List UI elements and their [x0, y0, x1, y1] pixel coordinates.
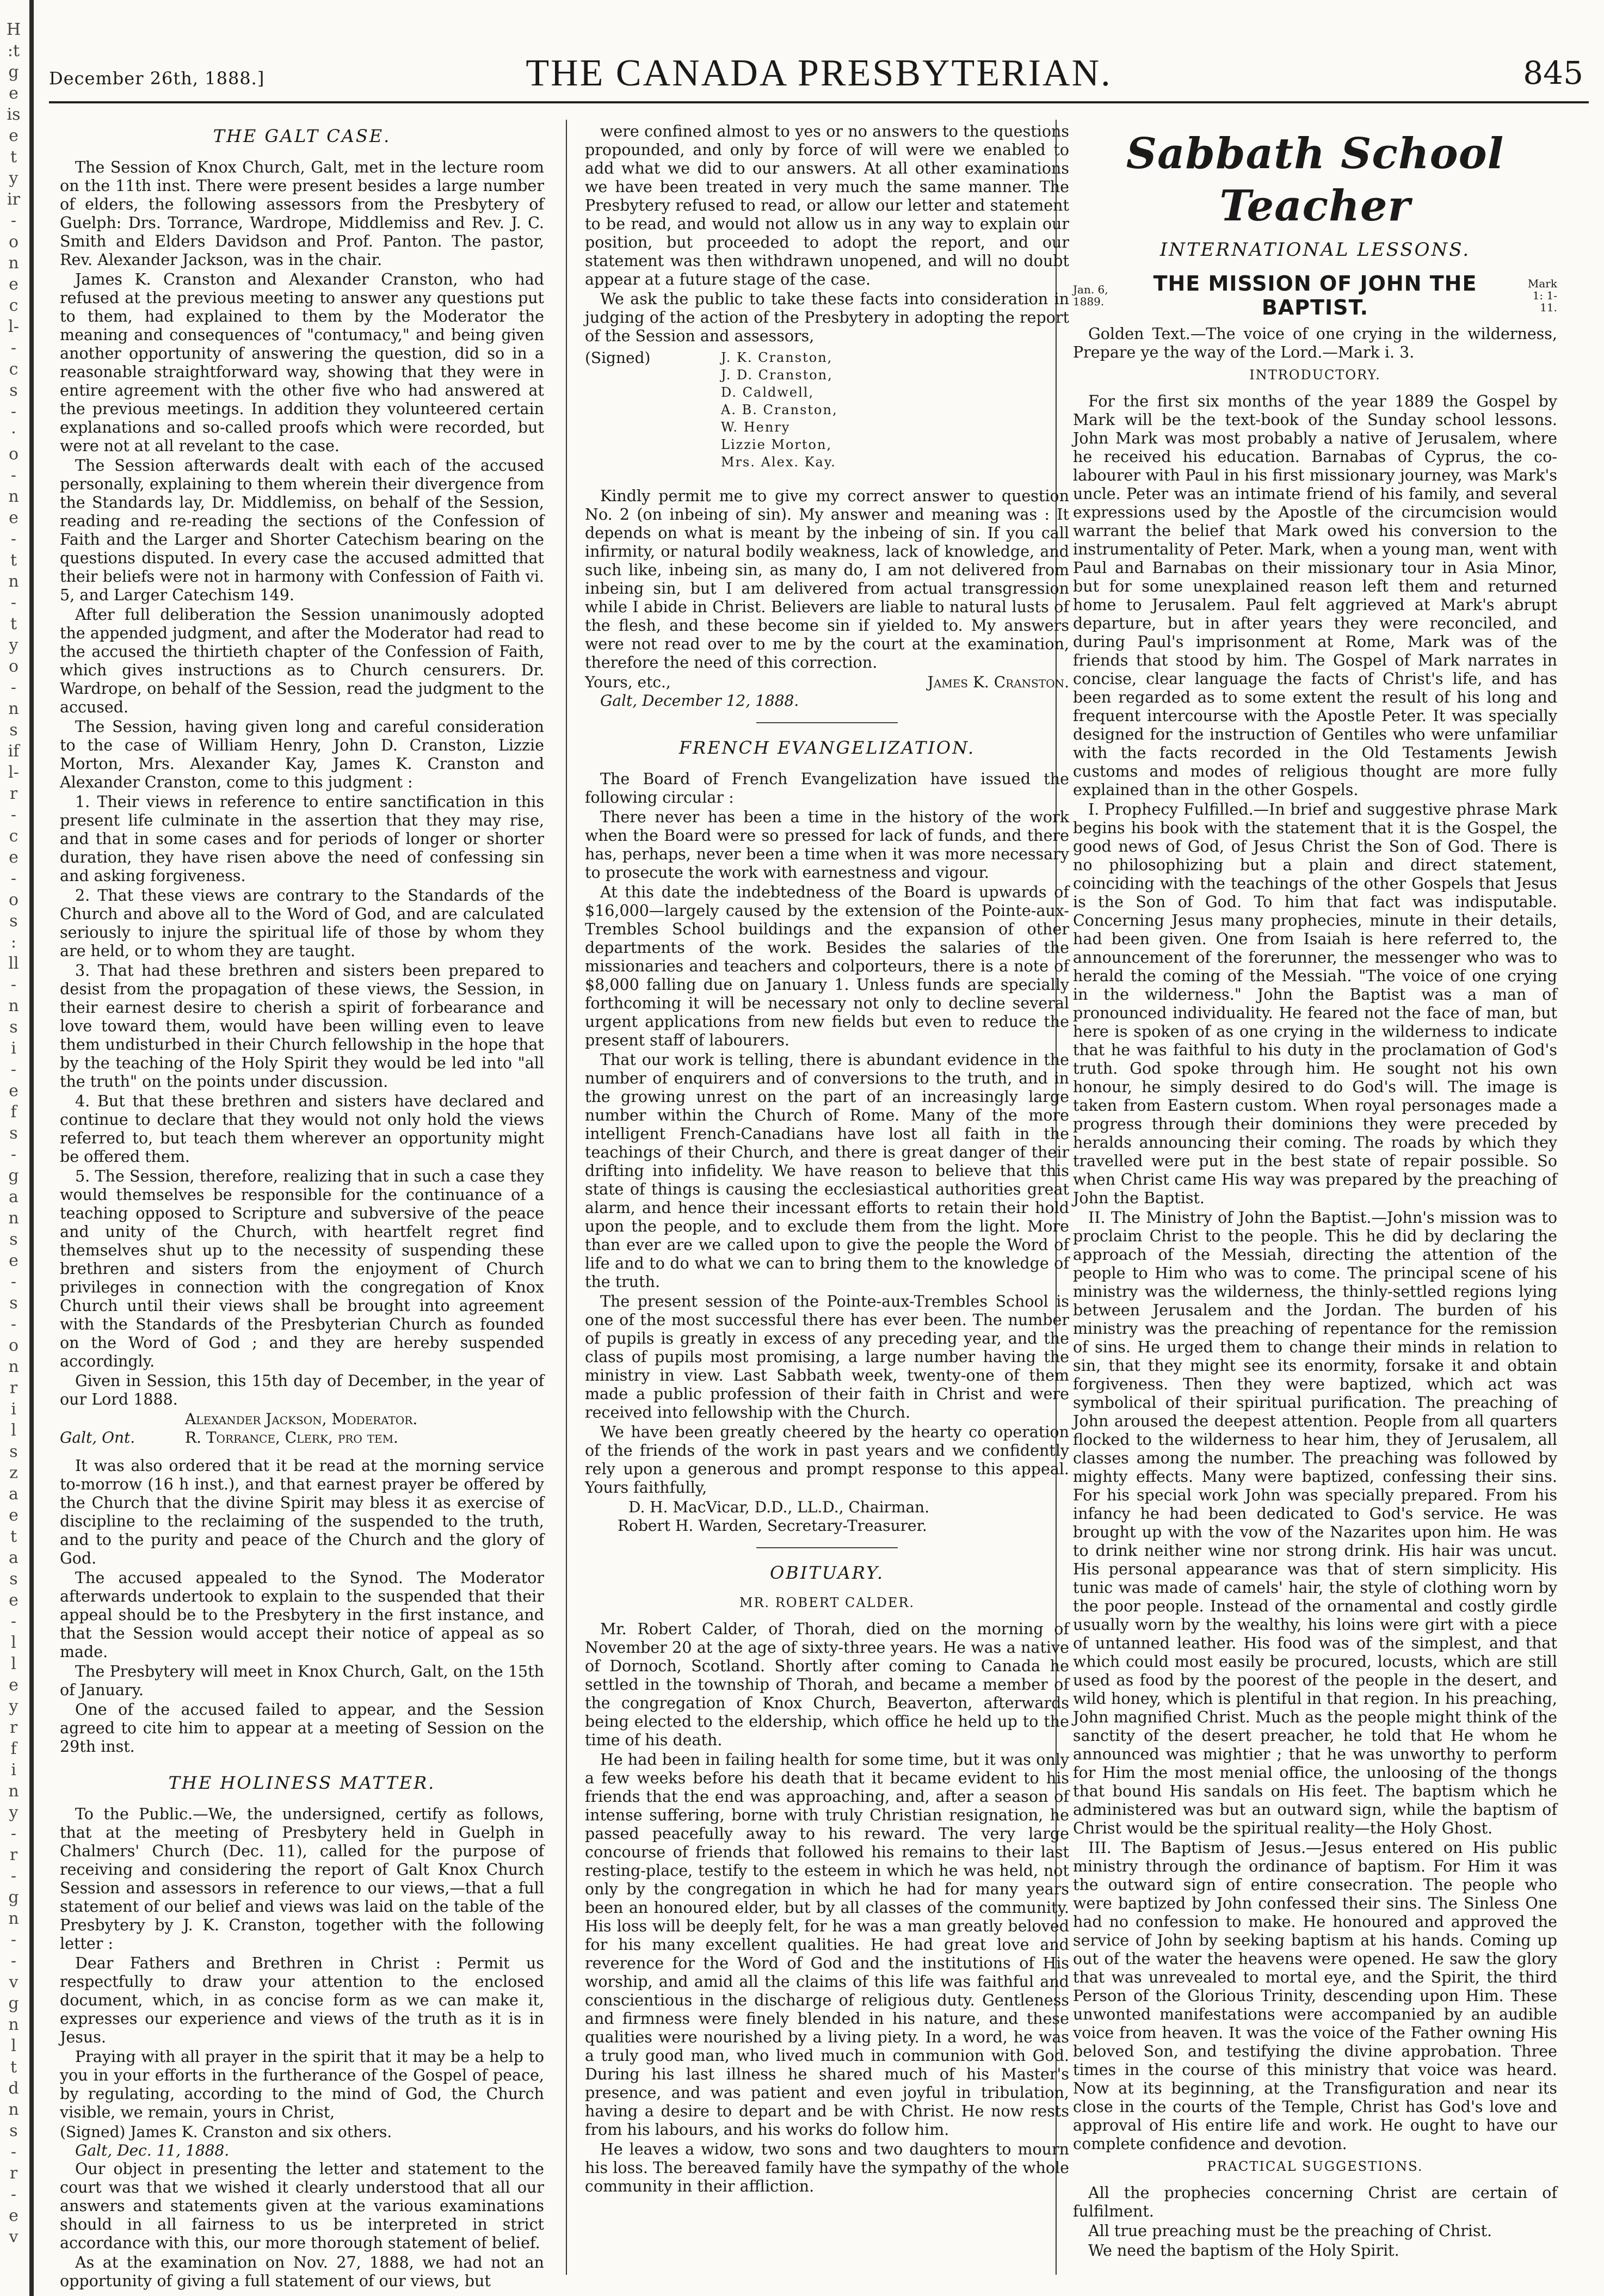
bleed-through-character: - [10, 1867, 17, 1886]
bleed-through-character: e [9, 2206, 18, 2225]
bleed-through-character: r [9, 1718, 18, 1737]
article-heading-galt-case: THE GALT CASE. [213, 126, 391, 146]
bleed-through-character: t [10, 2058, 17, 2077]
bleed-through-character: l [11, 1633, 16, 1652]
signer-name: A. B. Cranston, [721, 402, 838, 417]
signer-name: W. Henry [721, 420, 791, 435]
paragraph: For the first six months of the year 1889 the Gospel by Mark will be the text-book of the Sunday school lessons. John Mark was most probably a native of Jerusalem, where he received his education. Barnabas of Cyprus, the co-labourer with Paul in his first missionary journey, was Mark's uncle. Peter was an intimate friend of his family, and several expressions used by the Apostle of the circumcision would warrant the belief that Mark owed his conversion to the instrumentality of Peter. Mark, when a young man, went with Paul and Barnabas on their missionary tour in Asia Minor, but for some unexplained reason left them and returned home to Jerusalem. Paul felt aggrieved at Mark's abrupt departure, but in after years they were reconciled, and during Paul's imprisonment at Rome, Mark was of the friends that stood by him. The Gospel of Mark narrates in concise, clear language the facts of Christ's life, and has been regarded as to some extent the result of his long and frequent intercourse with the Apostle Peter. It was specially designed for the instruction of Gentiles who were unfamiliar with the facts recorded in the Old Testaments Jewish customs and modes of religious thought are more fully explained than in the other Gospels. [1073, 392, 1557, 799]
paragraph: We have been greatly cheered by the hearty co operation of the friends of the work in past years and we confidently rely upon a generous and prompt response to this appeal. Yours faithfully, [585, 1423, 1069, 1497]
paragraph: Our object in presenting the letter and statement to the court was that we wished it clearly understood that all our answers and statements given at the various examinations should in all fairness to us be interpreted in strict accordance with this, our more thorough statement of belief. [60, 2160, 544, 2252]
paragraph: We need the baptism of the Holy Spirit. [1088, 2242, 1399, 2260]
bleed-through-character: e [9, 1251, 18, 1270]
article-body-holiness-matter [60, 1805, 544, 2122]
lesson-header [1073, 272, 1557, 319]
bleed-through-character: f [10, 1103, 17, 1122]
bleed-through-character: s [9, 381, 18, 400]
bleed-through-character: i [11, 1761, 16, 1780]
bleed-through-character: v [9, 2227, 18, 2246]
bleed-through-character: s [9, 1569, 18, 1589]
article-body-holiness-matter-cont [60, 2160, 544, 2291]
bleed-through-character: o [8, 232, 19, 251]
bleed-through-character: - [10, 1272, 17, 1291]
bleed-through-character: c [9, 360, 18, 379]
signer-name: Lizzie Morton, [721, 437, 832, 452]
bleed-through-character: g [8, 1888, 19, 1907]
cranston-signature: James K. Cranston. [927, 673, 1069, 691]
bleed-through-character: t [10, 614, 17, 633]
bleed-through-character: - [10, 805, 17, 824]
bleed-through-character: l [11, 1421, 16, 1440]
paragraph: Kindly permit me to give my correct answer to question No. 2 (on inbeing of sin). My answer and meaning was : It depends on what is meant by the inbeing of sin. If you call infirmity, or natural bodily weakness, lack of knowledge, and such like, inbeing sin, as many do, I am not delivered from inbeing sin, but I am delivered from actual transgression while I abide in Christ. Believers are liable to natural lusts of the flesh, and these become sin if yielded to. My answers were not read over to me by the court at the examination, therefore the need of this correction. [585, 487, 1069, 672]
paragraph: All true preaching must be the preaching of Christ. [1088, 2222, 1492, 2240]
bleed-through-character: n [8, 2100, 19, 2119]
masthead [49, 22, 1589, 103]
bleed-through-character: r [9, 1845, 18, 1864]
paragraph: 4. But that these brethren and sisters have declared and continue to declare that they would not only hold the views referred to, but teach them wherever an opportunity might be offered them. [60, 1092, 544, 1166]
bleed-through-character: y [9, 169, 18, 188]
bleed-through-character: - [10, 338, 17, 358]
bleed-through-character: - [10, 530, 17, 549]
paragraph: He had been in failing health for some time, but it was only a few weeks before his death that it became evident to his friends that the end was approaching, and, after a season of intense suffering, borne with truly Christian resignation, he passed peacefully away to his reward. The very large concourse of friends that followed his remains to their last resting-place, testify to the esteem in which he was held, not only by the congregation in which he had for many years been an honoured elder, but by all classes of the community. His loss will be deeply felt, for he was a man greatly beloved for his many excellent qualities. He had great love and reverence for the Word of God and the institutions of His worship, and amid all the claims of this life was faithful and conscientious in the discharge of religious duty. Gentleness and firmness were finely blended in his nature, and these qualities were nourished by a living piety. In a word, he was a truly good man, who lived much in communion with God. During his last illness he shared much of his Master's presence, and was patient and even joyful in tribulation, having a desire to depart and be with Christ. He now rests from his labours, and his works do follow him. [585, 1751, 1069, 2139]
section-heading-practical: PRACTICAL SUGGESTIONS. [1207, 2159, 1423, 2174]
lesson-reference: Mark 1: 1-11. [1527, 277, 1557, 314]
column-3 [1073, 122, 1557, 2272]
article-body-obituary [585, 1620, 1069, 2196]
cranston-signoff [585, 673, 1069, 692]
bleed-through-character: - [10, 1315, 17, 1334]
bleed-through-character: i [11, 1400, 16, 1419]
practical-suggestions [1073, 2184, 1557, 2260]
chairman-signature: D. H. MacVicar, D.D., LL.D., Chairman. [628, 1498, 930, 1516]
bleed-through-character: n [8, 1209, 19, 1228]
signature-place: Galt, Ont. [60, 1429, 135, 1446]
signed-label: (Signed) [585, 349, 651, 367]
bleed-through-character: ll [8, 954, 19, 973]
paragraph: That our work is telling, there is abundant evidence in the number of enquirers and of conversions to the truth, and in the growing unrest on the part of an increasingly large number within the Church of Rome. Many of the more intelligent French-Canadians have lost all faith in the teachings of their Church, and there is great danger of their drifting into infidelity. We have reason to believe that this state of things is causing the ecclesiastical authorities great alarm, and hence their incessant efforts to retain their hold upon the people, and to exclude them from the light. More than ever are we called upon to give the people the Word of life and to do what we can to bring them to the knowledge of the truth. [585, 1051, 1069, 1291]
paragraph: It was also ordered that it be read at the morning service to-morrow (16 h inst.), and that earnest prayer be offered by the Church that the divine Spirit may bless it as exercise of discipline to the reclaiming of the suspended to the truth, and to the purity and peace of the Church and the glory of God. [60, 1457, 544, 1567]
article-heading-french-evangelization: FRENCH EVANGELIZATION. [678, 737, 976, 758]
paragraph: The accused appealed to the Synod. The Moderator afterwards undertook to explain to the suspended that their appeal should be to the Presbytery in the first instance, and that the Session would accept their notice of appeal as so made. [60, 1569, 544, 1661]
signer-name: J. D. Cranston, [721, 367, 833, 383]
paragraph: III. The Baptism of Jesus.—Jesus entered on His public ministry through the ordinance of baptism. For Him it was the outward sign of entire consecration. The people who were baptized by John confessed their sins. The Sinless One had no confession to make. He honoured and approved the service of John by seeking baptism at his hands. Coming up out of the water the heavens were opened. He saw the glory that was unrevealed to mortal eye, and the Spirit, the third Person of the Glorious Trinity, descending upon Him. These unwonted manifestations were accompanied by an audible voice from heaven. It was the voice of the Father owning His beloved Son, and testifying the divine approbation. Three times in the course of this ministry that voice was heard. Now at its beginning, at the Transfiguration and near its close in the courts of the Temple, Christ has God's love and approval of His entire life and work. He ought to have our complete confidence and devotion. [1073, 1839, 1557, 2153]
bleed-through-character: - [10, 2143, 17, 2162]
paragraph: There never has been a time in the history of the work when the Board were so pressed for lack of funds, and there has, perhaps, never been a time when it was more necessary to prosecute the work with earnestness and vigour. [585, 808, 1069, 882]
bleed-through-character: s [9, 1442, 18, 1461]
bleed-through-character: e [9, 1081, 18, 1100]
letter-cranston [585, 487, 1069, 672]
bleed-through-character: n [8, 996, 19, 1015]
article-heading-holiness-matter: THE HOLINESS MATTER. [168, 1772, 436, 1793]
bleed-through-character: is [7, 105, 21, 124]
bleed-through-character: - [10, 1824, 17, 1843]
divider [756, 1547, 898, 1548]
bleed-through-character: - [10, 678, 17, 697]
bleed-through-character: g [8, 1166, 19, 1185]
bleed-through-character: s [9, 721, 18, 740]
issue-date: December 26th, 1888.] [49, 68, 265, 89]
paragraph: The Session of Knox Church, Galt, met in the lecture room on the 11th inst. There were present besides a large number of elders, the following assessors from the Presbytery of Guelph: Drs. Torrance, Wardrope, Middlemiss and Rev. J. C. Smith and Elders Davidson and Prof. Panton. The pastor, Rev. Alexander Jackson, was in the chair. [60, 158, 544, 269]
paragraph: The Session, having given long and careful consideration to the case of William Henry, John D. Cranston, Lizzie Morton, Mrs. Alexander Kay, James K. Cranston and Alexander Cranston, come to this judgment : [60, 718, 544, 791]
bleed-through-character: e [9, 508, 18, 527]
bleed-through-character: s [9, 912, 18, 931]
bleed-through-character: n [8, 572, 19, 591]
lesson-title: THE MISSION OF JOHN THE BAPTIST. [1153, 272, 1477, 319]
bleed-through-character: d [8, 2079, 19, 2098]
holiness-signature-place: Galt, Dec. 11, 1888. [75, 2141, 230, 2159]
section-heading-introductory: INTRODUCTORY. [1249, 367, 1381, 383]
column-1 [60, 122, 544, 2290]
bleed-through-character: - [10, 593, 17, 612]
clerk-signature: R. Torrance, Clerk, pro tem. [185, 1429, 398, 1446]
cranston-place: Galt, December 12, 1888. [600, 692, 799, 710]
bleed-through-character: t [10, 1527, 17, 1546]
bleed-through-character: o [8, 1336, 19, 1355]
paragraph: As at the examination on Nov. 27, 1888, we had not an opportunity of giving a full statement of our views, but [60, 2254, 544, 2290]
bleed-through-character: l- [8, 763, 19, 782]
yours-line: Yours, etc., [585, 673, 671, 691]
article-body-holiness-continued [585, 122, 1069, 346]
bleed-through-character: y [9, 1803, 18, 1822]
bleed-through-character: n [8, 2015, 19, 2034]
bleed-through-character: e [9, 84, 18, 103]
paragraph: 1. Their views in reference to entire sanctification in this present life culminate in the assertion that they may rise, and that in some cases and for periods of longer or shorter duration, they have risen above the need of confessing sin and asking forgiveness. [60, 793, 544, 885]
article-body-galt-case [60, 158, 544, 1409]
paragraph: 5. The Session, therefore, realizing that in such a case they would themselves be responsible for the continuance of a teaching opposed to Scripture and subversive of the peace and unity of the Church, with heartfelt regret find themselves shut up to the necessity of suspending these brethren and sisters from the enjoyment of Church privileges in connection with the congregation of Knox Church until their views shall be brought into agreement with the Standards of the Presbyterian Church as founded on the Word of God ; and they are hereby suspended accordingly. [60, 1167, 544, 1370]
golden-text: Golden Text.—The voice of one crying in the wilderness, Prepare ye the way of the Lord.—Mark i. 3. [1073, 325, 1557, 361]
divider [756, 722, 898, 723]
bleed-through-character: - [10, 1952, 17, 1971]
newspaper-title: THE CANADA PRESBYTERIAN. [526, 52, 1112, 94]
paragraph: Praying with all prayer in the spirit that it may be a help to you in your efforts in the furtherance of the Gospel of peace, by regulating, according to the mind of God, the Church visible, we remain, yours in Christ, [60, 2048, 544, 2121]
bleed-through-character: z [9, 1463, 18, 1482]
bleed-through-character: n [8, 1357, 19, 1376]
bleed-through-character: s [9, 2121, 18, 2140]
bleed-through-character: H [6, 20, 21, 39]
bleed-through-character: a [9, 1548, 18, 1567]
paragraph: The Presbytery will meet in Knox Church, Galt, on the 15th of January. [60, 1663, 544, 1699]
bleed-through-character: e [9, 1506, 18, 1525]
column-2 [585, 122, 1069, 2272]
paragraph: One of the accused failed to appear, and the Session agreed to cite him to appear at a meeting of Session on the 29th inst. [60, 1701, 544, 1756]
paragraph: All the prophecies concerning Christ are certain of fulfilment. [1073, 2184, 1557, 2220]
bleed-through-character: l- [8, 317, 19, 336]
bleed-through-character: n [8, 699, 19, 718]
bleed-through-character: s [9, 1294, 18, 1313]
paragraph: The present session of the Pointe-aux-Trembles School is one of the most successful there has ever been. The number of pupils is greatly in excess of any preceding year, and the class of pupils most promising, a large number having the ministry in view. Last Sabbath week, twenty-one of them made a public profession of their faith in Christ and were received into fellowship with the Church. [585, 1292, 1069, 1421]
bleed-through-character: n [8, 1909, 19, 1928]
signers-block [585, 349, 1069, 471]
bleed-through-character: t [10, 147, 17, 167]
paragraph: I. Prophecy Fulfilled.—In brief and suggestive phrase Mark begins his book with the statement that it is the Gospel, the good news of God, of Jesus Christ the Son of God. There is no philosophizing but a plain and direct statement, coinciding with the teachings of the other Gospels that Jesus is the Son of God. To him that fact was indisputable. Concerning Jesus many prophecies, minute in their details, had been given. One from Isaiah is here referred to, the announcement of the forerunner, the messenger who was to herald the coming of the Messiah. "The voice of one crying in the wilderness." John the Baptist was a man of pronounced individuality. He feared not the face of man, but here is spoken of as one crying in the wilderness to indicate that he was faithful to his duty in the proclamation of God's truth. God spoke through him. He sought not his own honour, he simply desired to do God's will. The image is taken from Eastern custom. When royal personages made a progress through their dominions they were preceded by heralds announcing their coming. The roads by which they travelled were put in the best state of repair possible. So when Christ came His way was prepared by the preaching of John the Baptist. [1073, 801, 1557, 1207]
bleed-through-character: - [10, 869, 17, 888]
bleed-through-character: a [9, 1485, 18, 1504]
lesson-date: Jan. 6, 1889. [1073, 283, 1108, 308]
bleed-through-character: e [9, 848, 18, 867]
bleed-through-character: s [9, 1124, 18, 1143]
article-heading-obituary: OBITUARY. [769, 1562, 885, 1583]
signers-list [721, 349, 838, 471]
bleed-through-character: r [9, 1378, 18, 1398]
bleed-through-character: r [9, 784, 18, 803]
bleed-through-character: - [10, 466, 17, 485]
bleed-through-character: e [9, 275, 18, 294]
bleed-through-character: e [9, 126, 18, 145]
bleed-through-character: e [9, 1676, 18, 1695]
bleed-through-character: - [10, 1930, 17, 1949]
column-divider [566, 120, 567, 2275]
signer-name: J. K. Cranston, [721, 350, 833, 365]
paragraph: The Board of French Evangelization have issued the following circular : [585, 770, 1069, 807]
bleed-through-character: ir [7, 190, 20, 209]
bleed-through-character: c [9, 827, 18, 846]
bleed-through-character: g [8, 63, 19, 82]
bleed-through-character: - [10, 975, 17, 994]
bleed-through-character: o [8, 657, 19, 676]
bleed-through-character: - [10, 1145, 17, 1164]
paragraph: II. The Ministry of John the Baptist.—John's mission was to proclaim Christ to the people. This he did by declaring the approach of the Messiah, directing the attention of the people to Him who was to come. The principal scene of his ministry was the wilderness, the thinly-settled regions lying between Jerusalem and the Jordan. The burden of his ministry was the preaching of repentance for the remission of sins. He urged them to change their minds in relation to sin, that they might see its enormity, forsake it and obtain forgiveness. Then they were baptized, which act was symbolical of their spiritual purification. The preaching of John aroused the deepest attention. People from all quarters flocked to the wilderness to hear him, they of Jerusalem, all classes among the number. The preaching was followed by mighty effects. Many were baptized, confessing their sins. For his special work John was specially prepared. From his infancy he had been dedicated to God's service. He was brought up with the vow of the Nazarites upon him. He was to drink neither wine nor strong drink. His hair was uncut. His personal appearance was that of stern simplicity. His tunic was made of camels' hair, the style of clothing worn by the poor people. Instead of the ornamental and costly girdle usually worn by the wealthy, his loins were girt with a piece of untanned leather. His food was of the simplest, and that which could most easily be procured, locusts, which are still used as food by the poorest of the people in the desert, and wild honey, which is plentiful in that region. In his preaching, John magnified Christ. Much as the people might think of the sanctity of the desert preacher, he told that He whom he announced was mightier ; that he was unworthy to perform for Him the most menial office, the unloosing of the thongs that bound His sandals on His feet. The baptism which he administered was but an outward sign, while the baptism of Christ would be the spiritual reality—the Holy Ghost. [1073, 1209, 1557, 1837]
bleed-through-character: n [8, 254, 19, 273]
moderator-signature: Alexander Jackson, Moderator. [185, 1410, 418, 1428]
signer-name: D. Caldwell, [721, 385, 815, 400]
bleed-through-character: n [8, 487, 19, 506]
paragraph: Dear Fathers and Brethren in Christ : Permit us respectfully to draw your attention to the enclosed document, which, in as concise form as we can make it, expresses our experience and views of the truth as it is in Jesus. [60, 1954, 544, 2046]
bleed-through-character: · [11, 423, 16, 442]
bleed-through-character: v [9, 1973, 18, 1992]
bleed-through-character: l [11, 1654, 16, 1673]
bleed-through-character: r [9, 2164, 18, 2183]
bleed-through-character: i [11, 1039, 16, 1058]
bleed-through-character: s [9, 1018, 18, 1037]
page-number: 845 [1523, 54, 1583, 91]
paragraph: 2. That these views are contrary to the Standards of the Church and above all to the Word of God, and are calculated seriously to injure the spiritual life of those by whom they are held, or to whom they are taught. [60, 887, 544, 960]
bleed-through-character: y [9, 636, 18, 655]
paragraph: After full deliberation the Session unanimously adopted the appended judgment, and after the Moderator had read to the accused the thirtieth chapter of the Confession of Faith, which gives instructions as to Church censurers. Dr. Wardrope, on behalf of the Session, read the judgment to the accused. [60, 606, 544, 716]
bleed-through-character: o [8, 890, 19, 909]
bleed-through-character: y [9, 1697, 18, 1716]
paragraph: He leaves a widow, two sons and two daughters to mourn his loss. The bereaved family have the sympathy of the whole community in their affliction. [585, 2140, 1069, 2195]
bleed-through-character: n [8, 1782, 19, 1801]
lesson-body [1073, 392, 1557, 2153]
bleed-through-character: c [9, 296, 18, 315]
paragraph: Given in Session, this 15th day of December, in the year of our Lord 1888. [60, 1372, 544, 1408]
bleed-through-character: - [10, 1612, 17, 1631]
bleed-through-character: o [8, 445, 19, 464]
bleed-through-character: e [9, 1591, 18, 1610]
paragraph: Mr. Robert Calder, of Thorah, died on the morning of November 20 at the age of sixty-three years. He was a native of Dornoch, Scotland. Shortly after coming to Canada he settled in the township of Thorah, and became a member of the congregation of Knox Church, Beaverton, afterwards being elected to the eldership, which office he held up to the time of his death. [585, 1620, 1069, 1749]
bleed-through-character: f [10, 1739, 17, 1758]
session-signature [60, 1410, 544, 1447]
bleed-through-character: l [11, 2036, 16, 2055]
paragraph: 3. That had these brethren and sisters been prepared to desist from the propagation of these views, the Session, in their earnest desire to cherish a spirit of forbearance and love toward them, would have been willing even to leave them undisturbed in their Church fellowship in the hope that by the teaching of the Holy Spirit they would be led into "all the truth" on the points under discussion. [60, 962, 544, 1091]
bleed-through-character: if [8, 742, 20, 761]
bleed-through-character: - [10, 2185, 17, 2204]
paragraph: At this date the indebtedness of the Board is upwards of $16,000—largely caused by the extension of the Pointe-aux-Trembles School buildings and the expansion of other departments of the work. Besides the salaries of the missionaries and teachers and colporteurs, there is a note of $8,000 falling due on January 1. Unless funds are specially forthcoming it will be necessary not only to decline several urgent applications from new fields but even to reduce the present staff of labourers. [585, 883, 1069, 1049]
paragraph: were confined almost to yes or no answers to the questions propounded, and only by force of will were we enabled to add what we did to our answers. At all other examinations we have been treated in very much the same manner. The Presbytery refused to read, or allow our letter and statement to be read, and would not allow us in any way to explain our position, but proceeded to adopt the report, and our statement was then withdrawn unopened, and will no doubt appear at a future stage of the case. [585, 122, 1069, 288]
section-title-sabbath-school: Sabbath School Teacher [1126, 129, 1504, 231]
bleed-through-character: : [10, 933, 17, 952]
bleed-through-character: a [9, 1187, 18, 1207]
paragraph: We ask the public to take these facts into consideration in judging of the action of the Presbytery in adopting the report of the Session and assessors, [585, 290, 1069, 345]
paragraph: James K. Cranston and Alexander Cranston, who had refused at the previous meeting to answer any questions put to them, had explained to them by the Moderator the meaning and consequences of "contumacy," and being given another opportunity of answering the question, did so in a reasonable straightforward way, showing that they were in entire agreement with the other five who had answered at the previous meetings. In addition they volunteered certain explanations and so-called proofs which were recorded, but were not at all revelant to the case. [60, 270, 544, 455]
binding-margin [0, 0, 34, 2296]
obituary-subject: MR. ROBERT CALDER. [739, 1595, 915, 1610]
bleed-through-character: t [10, 551, 17, 570]
bleed-through-character: - [10, 211, 17, 230]
bleed-through-character: - [10, 1060, 17, 1079]
paragraph: The Session afterwards dealt with each of the accused personally, explaining to them wherein their divergence from the Standards lay, Dr. Middlemiss, on behalf of the Session, reading and re-reading the sections of the Confession of Faith and the Larger and Shorter Catechism bearing on the questions disputed. In every case the accused admitted that their beliefs were not in harmony with Confession of Faith vi. 5, and Larger Catechism 149. [60, 457, 544, 604]
secretary-signature: Robert H. Warden, Secretary-Treasurer. [618, 1517, 927, 1535]
signer-name: Mrs. Alex. Kay. [721, 454, 836, 470]
article-body-french-evangelization [585, 770, 1069, 1497]
bleed-through-character: - [10, 402, 17, 421]
paragraph: To the Public.—We, the undersigned, certify as follows, that at the meeting of Presbytery held in Guelph in Chalmers' Church (Dec. 11), called for the purpose of receiving and considering the report of Galt Knox Church Session and assessors in reference to our views,—that a full statement of our belief and views was laid on the table of the Presbytery by J. K. Cranston, together with the following letter : [60, 1805, 544, 1953]
bleed-through-character: :t [7, 41, 20, 60]
section-subtitle: INTERNATIONAL LESSONS. [1159, 239, 1471, 261]
article-body-galt-case-cont [60, 1457, 544, 1756]
holiness-signature: (Signed) James K. Cranston and six others. [60, 2123, 392, 2141]
bleed-through-character: g [8, 1994, 19, 2013]
bleed-through-character: s [9, 1230, 18, 1249]
